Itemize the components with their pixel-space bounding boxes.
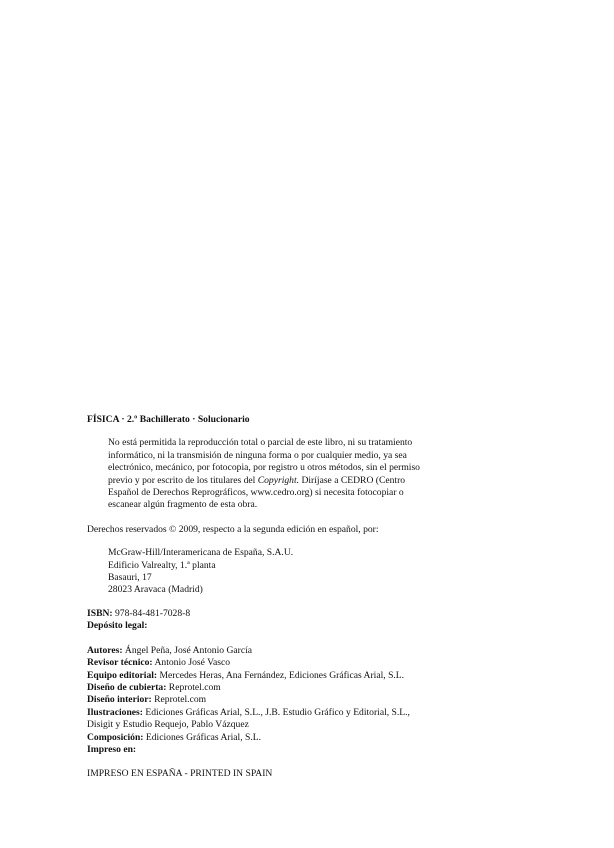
credit-value: Mercedes Heras, Ana Fernández, Ediciones Gráficas Arial, S.L.	[157, 669, 405, 681]
credit-label: Revisor técnico:	[87, 657, 153, 669]
credit-label: Autores:	[87, 644, 123, 656]
credit-authors	[87, 645, 567, 657]
legal-deposit	[87, 620, 567, 632]
credit-composition	[87, 732, 567, 744]
isbn-label: ISBN:	[87, 607, 113, 619]
credit-value: Reprotel.com	[166, 681, 221, 693]
copyright-notice	[87, 437, 567, 511]
credit-value: Ediciones Gráficas Arial, S.L., J.B. Estudio Gráfico y Editorial, S.L.,	[142, 706, 410, 718]
credit-reviewer	[87, 657, 567, 669]
legal-deposit-label: Depósito legal:	[87, 620, 148, 632]
publisher-line: Basauri, 17	[108, 572, 152, 584]
credit-illustrations	[87, 707, 567, 719]
credit-value: Reprotel.com	[151, 694, 207, 706]
credit-value: Antonio José Vasco	[152, 657, 230, 669]
publisher-line: McGraw-Hill/Interamericana de España, S.A.U.	[108, 547, 294, 559]
notice-line-copyright	[108, 475, 567, 487]
notice-text: previo y por escrito de los titulares del	[108, 474, 258, 486]
credit-illustrations-continued: Disigit y Estudio Requejo, Pablo Vázquez	[87, 719, 249, 731]
credit-cover-design	[87, 682, 567, 694]
isbn-block	[87, 608, 567, 633]
credit-label: Ilustraciones:	[87, 706, 143, 718]
notice-line: informático, ni la transmisión de ninguna forma o por cualquier medio, ya sea	[108, 449, 407, 461]
notice-line: No está permitida la reproducción total o parcial de este libro, ni su tratamiento	[108, 437, 413, 449]
book-title: FÍSICA · 2.º Bachillerato · Solucionario	[87, 414, 250, 425]
credit-label: Diseño de cubierta:	[87, 681, 167, 693]
rights-statement: Derechos reservados © 2009, respecto a la segunda edición en español, por:	[87, 523, 379, 535]
publisher-address	[87, 547, 567, 597]
notice-line: Español de Derechos Reprográficos, www.cedro.org) si necesita fotocopiar o	[108, 487, 404, 499]
credit-editorial-team	[87, 670, 567, 682]
credit-interior-design	[87, 694, 567, 706]
credit-value: Ángel Peña, José Antonio García	[122, 644, 253, 656]
credit-label: Diseño interior:	[87, 694, 152, 706]
credit-value: Ediciones Gráficas Arial, S.L.	[143, 731, 261, 743]
printed-in-spain: IMPRESO EN ESPAÑA - PRINTED IN SPAIN	[87, 768, 273, 780]
isbn-value: 978-84-481-7028-8	[112, 607, 191, 619]
notice-text: Diríjase a CEDRO (Centro	[299, 474, 406, 486]
credit-label: Composición:	[87, 731, 144, 743]
printed-in-label: Impreso en:	[87, 743, 137, 755]
isbn	[87, 608, 567, 620]
credits	[87, 645, 567, 757]
notice-line: electrónico, mecánico, por fotocopia, por registro u otros métodos, sin el permiso	[108, 462, 420, 474]
credit-label: Equipo editorial:	[87, 669, 158, 681]
publisher-line: 28023 Aravaca (Madrid)	[108, 584, 203, 596]
publisher-line: Edificio Valrealty, 1.ª planta	[108, 559, 216, 571]
copyright-word: Copyright.	[257, 474, 300, 486]
notice-line: escanear algún fragmento de esta obra.	[108, 499, 258, 511]
colophon	[87, 414, 567, 781]
